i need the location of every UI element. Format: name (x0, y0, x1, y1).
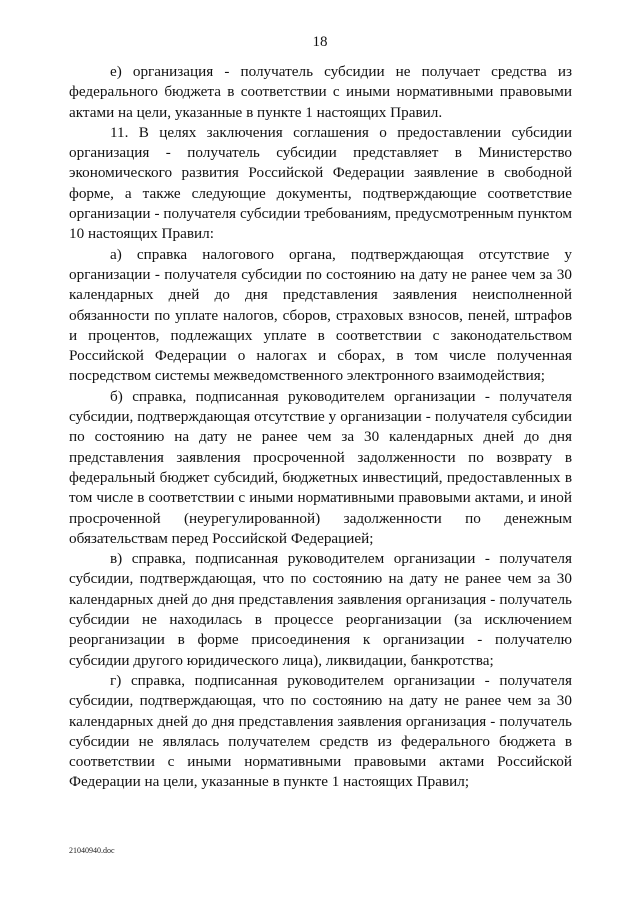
paragraph-b: б) справка, подписанная руководителем организации - получателя субсидии, подтверждающая отсутствие у организации - получателя субсидии по состоянию на дату не ранее чем за 30 календарных дней до дня представления заявления просроченной задолженности по возврату в федеральный бюджет субсидий, бюджетных инвестиций, предоставленных в том числе в соответствии с иными нормативными правовыми актами, и иной просроченной (неурегулированной) задолженности по денежным обязательствам перед Российской Федерацией; (69, 387, 572, 547)
document-file-code: 21040940.doc (69, 846, 115, 855)
paragraph-v: в) справка, подписанная руководителем организации - получателя субсидии, подтверждающая, что по состоянию на дату не ранее чем за 30 календарных дней до дня представления заявления организация - получатель субсидии не находилась в процессе реорганизации (за исключением реорганизации в форме присоединения к организации - получателю субсидии другого юридического лица), ликвидации, банкротства; (69, 550, 572, 669)
paragraph-11: 11. В целях заключения соглашения о предоставлении субсидии организация - получатель субсидии представляет в Министерство экономического развития Российской Федерации заявление в свободной форме, а также следующие документы, подтверждающие соответствие организации - получателя субсидии требованиям, предусмотренным пунктом 10 настоящих Правил: (69, 123, 572, 243)
page-number: 18 (312, 34, 328, 50)
paragraph-e: е) организация - получатель субсидии не получает средства из федерального бюджета в соответствии с иными нормативными правовыми актами на цели, указанные в пункте 1 настоящих Правил. (69, 63, 572, 121)
paragraph-g: г) справка, подписанная руководителем организации - получателя субсидии, подтверждающая, что по состоянию на дату не ранее чем за 30 календарных дней до дня представления заявления организация - получатель субсидии не являлась получателем средств из федерального бюджета в соответствии с иными нормативными правовыми актами Российской Федерации на цели, указанные в пункте 1 настоящих Правил; (69, 671, 572, 791)
paragraph-a: а) справка налогового органа, подтверждающая отсутствие у организации - получателя субсидии по состоянию на дату не ранее чем за 30 календарных дней до дня представления заявления неисполненной обязанности по уплате налогов, сборов, страховых взносов, пеней, штрафов и процентов, подлежащих уплате в соответствии с законодательством Российской Федерации о налогах и сборах, в том числе полученная посредством системы межведомственного электронного взаимодействия; (69, 245, 572, 385)
document-body (69, 62, 572, 793)
